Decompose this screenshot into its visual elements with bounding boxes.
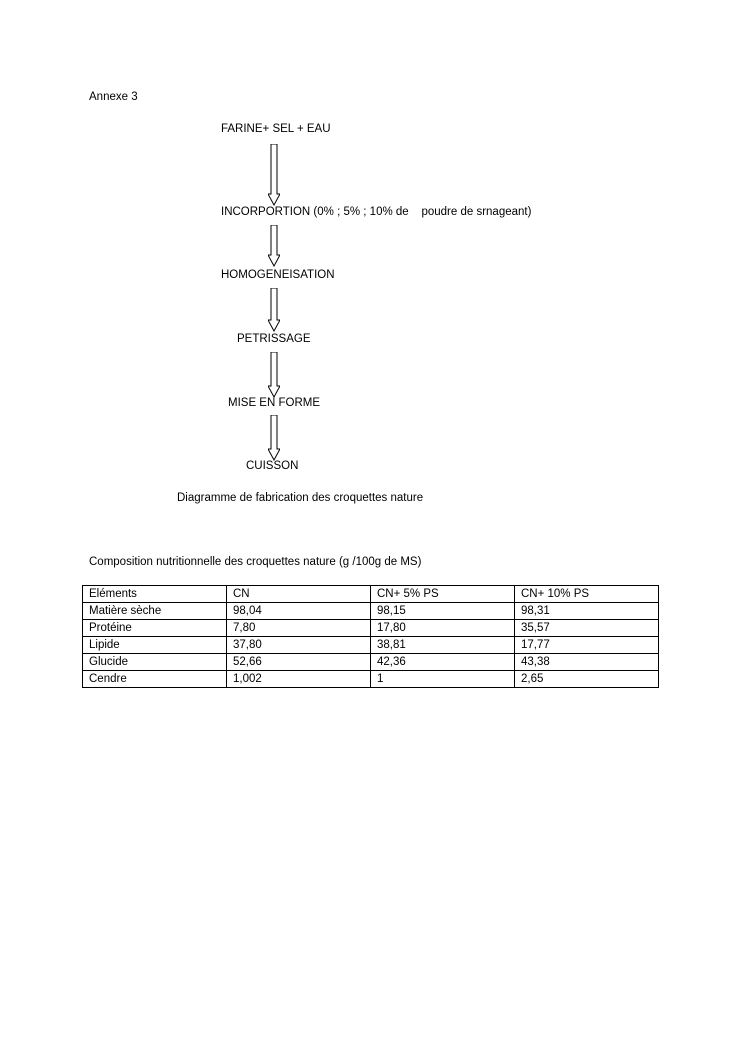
table-row (83, 671, 659, 688)
table-cell: 52,66 (227, 654, 371, 671)
nutrition-table (82, 585, 659, 688)
column-header: CN+ 5% PS (371, 586, 515, 603)
table-cell: 38,81 (371, 637, 515, 654)
annex-label: Annexe 3 (89, 91, 138, 103)
table-row (83, 603, 659, 620)
down-arrow-icon (268, 415, 280, 461)
flow-step-ingredients: FARINE+ SEL + EAU (221, 123, 331, 135)
column-header: CN+ 10% PS (515, 586, 659, 603)
table-cell: Cendre (83, 671, 227, 688)
flow-step-incorporation: INCORPORTION (0% ; 5% ; 10% de poudre de srnageant) (221, 206, 532, 218)
table-cell: 98,04 (227, 603, 371, 620)
down-arrow-icon (268, 288, 280, 332)
table-cell: Lipide (83, 637, 227, 654)
table-cell: 35,57 (515, 620, 659, 637)
down-arrow-icon (268, 144, 280, 206)
flow-step-cuisson: CUISSON (246, 460, 299, 472)
table-cell: 1,002 (227, 671, 371, 688)
column-header: Eléments (83, 586, 227, 603)
table-cell: 17,80 (371, 620, 515, 637)
table-header-row (83, 586, 659, 603)
table-row (83, 620, 659, 637)
table-cell: 42,36 (371, 654, 515, 671)
column-header: CN (227, 586, 371, 603)
down-arrow-icon (268, 225, 280, 267)
down-arrow-icon (268, 352, 280, 398)
flowchart-caption: Diagramme de fabrication des croquettes nature (177, 492, 424, 504)
flow-step-homogeneisation: HOMOGENEISATION (221, 269, 335, 281)
table-title: Composition nutritionnelle des croquettes nature (g /100g de MS) (89, 556, 422, 568)
table-row (83, 654, 659, 671)
table-cell: 98,15 (371, 603, 515, 620)
flow-step-mise-en-forme: MISE EN FORME (228, 397, 321, 409)
flow-step-petrissage: PETRISSAGE (237, 333, 311, 345)
table-cell: Protéine (83, 620, 227, 637)
table-cell: 98,31 (515, 603, 659, 620)
table-cell: 43,38 (515, 654, 659, 671)
table-cell: 17,77 (515, 637, 659, 654)
table-cell: Glucide (83, 654, 227, 671)
table-cell: 2,65 (515, 671, 659, 688)
table-cell: Matière sèche (83, 603, 227, 620)
table-cell: 7,80 (227, 620, 371, 637)
table-row (83, 637, 659, 654)
table-cell: 1 (371, 671, 515, 688)
table-cell: 37,80 (227, 637, 371, 654)
